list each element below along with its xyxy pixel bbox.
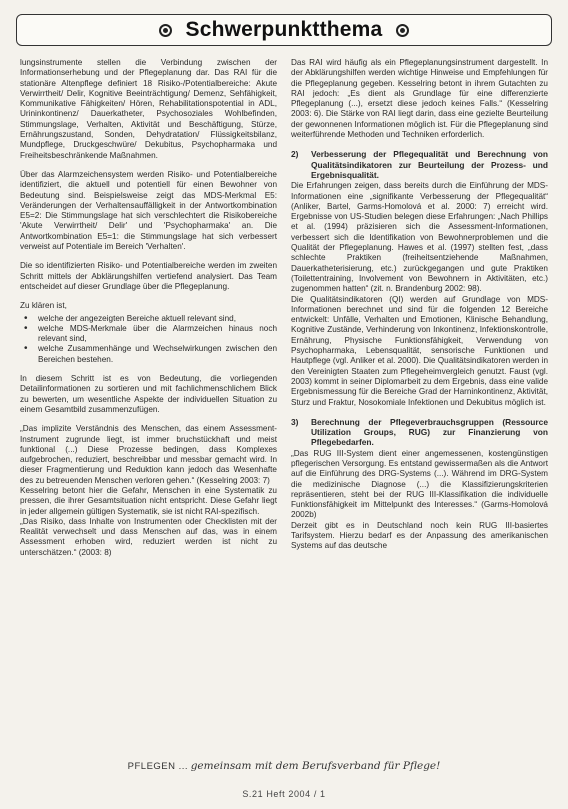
left-column [20,58,277,744]
paragraph: lungsinstrumente stellen die Verbindung zwischen der Informationserhebung und der Pflegeplanung dar. Das RAI für die stationäre Altenpflege definiert 18 Risiko-/Potentialbereiche: Akute Verwirrtheit/ Delir, Kognitive Beeinträchtigung/ Demenz, Sehfähigkeit, Kommunikative Fähigkeiten/ Hören, Rehabilitationspotential in ADL, Urininkontinenz/ Dauerkatheter, Psychosoziales Wohlbefinden, Stimmungslage, Verhalten, Aktivität und Beschäftigung, Stürze, Ernährungszustand, Sonden, Dehydratation/ Flüssigkeitsbilanz, Mundpflege, Druckgeschwüre/ Dekubitus, Psychopharmaka und Freiheitsbeschränkende Maßnahmen. [20,58,277,160]
paragraph: Derzeit gibt es in Deutschland noch kein RUG III-basiertes Tarifsystem. Hierzu bedarf es der Anpassung des amerikanischen Systems auf das deutsche [291,520,548,551]
paragraph: Über das Alarmzeichensystem werden Risiko- und Potentialbereiche identifiziert, die aktuell und potentiell für einen Bewohner von Bedeutung sind. Beispielsweise zeigt das MDS-Merkmal E5: Veränderungen der Verhaltensauffälligkeit in der Antwortkombination E5=2: Die Stimmungslage hat sich verschlechtert die Risikobereiche 'Akute Verwirrtheit/ Delir' und 'Psychopharmaka' an. Die Antwortkombination E5=1: die Stimmungslage hat sich verbessert verweist auf Potentiale im Bereich 'Verhalten'. [20,169,277,252]
target-icon-left [159,24,172,37]
page-number: S.21 Heft 2004 / 1 [242,789,326,799]
quote-paragraph: „Das implizite Verständnis des Menschen, das einem Assessment-Instrument zugrunde liegt, ist immer bruchstückhaft und meist funktional (...) Diese Prozesse bedingen, dass Komplexes aufgebrochen, reduziert, beschreibbar und messbar gemacht wird. In dieser Fragmentierung und Reduktion kann jedoch das Wesenhafte des zu betreuenden Menschen verloren gehen.“ (Kesselring 2003: 7) [20,424,277,485]
footer-motto: gemeinsam mit dem Berufsverband für Pflege! [190,760,441,772]
list-item: • welche der angezeigten Bereiche aktuell relevant sind, [38,314,277,324]
list-item: • welche Zusammenhänge und Wechselwirkungen zwischen den Bereichen bestehen. [38,344,277,365]
section-number: 2) [291,149,299,160]
list-intro: Zu klären ist, [20,301,67,311]
footer-brand: PFLEGEN ... [127,761,189,772]
list-item: • welche MDS-Merkmale über die Alarmzeichen hinaus noch relevant sind, [38,324,277,345]
paragraph: Die Qualitätsindikatoren (QI) werden auf Grundlage von MDS-Informationen berechnet und sind für die folgenden 12 Bereiche entwickelt: Unfälle, Verhalten und Emotionen, Klinische Behandlung, Kognitive Zustände, Verhinderung von Inkontinenz, Infektionskontrolle, Ernährung, Physische Funktionsfähigkeit, Verwendung von Psychopharmaka, Lebensqualität, sensorische Funktionen und Hautpflege (vgl. Anliker et al. 2000). Die Qualitätsindikatoren werden in den Vereinigten Staaten zum Pflegeheimvergleich genutzt. Faust (vgl. 2003) kommt in seiner Diplomarbeit zu dem Ergebnis, dass eine valide Ergebnismessung für die Bereiche Grad der Harninkontinenz, Aktivität, Sturz und Fraktur, Nosokomiale Infektionen und Dekubitus möglich ist. [291,294,548,407]
section-number: 3) [291,416,299,427]
right-column [291,58,548,744]
paragraph: Die Erfahrungen zeigen, dass bereits durch die Einführung der MDS-Informationen eine „signifikante Verbesserung der Pflegequalität“ (Anliker, Bartel, Garms-Homolová et al. 2000: 7) erreicht wird. Ergebnisse von US-Studien belegen diese Erfahrungen: „Nach Phillips et al. (1994) präzisieren sich die Assessment-Informationen, verbessert sich die Identifikation von Bewohnerproblemen und die Qualität der Pflegeplanung. Hawes et al. (1997) stellten fest, „dass schlechte Praktiken (freiheitsentziehende Maßnahmen, Dauerkatheterisierung, etc.) zurückgegangen und gute Praktiken (Toilettentraining, Involvement von Bewohnern in Aktivitäten, etc.) zugenommen hatten“ (zit. n. Brandenburg 2002: 98). [291,181,548,294]
target-icon-right [396,24,409,37]
quote-paragraph: „Das RUG III-System dient einer angemessenen, kostengünstigen pflegerischen Versorgung. Es entstand gewissermaßen als die Antwort auf die Einführung des DRG-Systems (...). Während im DRG-System die medizinische Diagnose (...) die Klassifizierungskriterien repräsentieren, steht bei der RUG III-Klassifikation die individuelle Funktionsfähigkeit im Mittelpunkt des Interesses.“ (Garms-Homolová 2002b) [291,448,548,520]
section-heading-2 [291,149,548,180]
paragraph: Das RAI wird häufig als ein Pflegeplanungsinstrument dargestellt. In der Abklärungshilfen werden wichtige Hinweise und Empfehlungen für die Pflegeplanung gegeben. Kesselring betont in ihrem Gutachten zu RAI jedoch: „Es dient als Grundlage für eine differenzierte Pflegeplanung (...), ersetzt diese jedoch keines Falls.“ (Kesselring 2003: 6). Die Stärke von RAI liegt darin, dass eine gezielte Beurteilung der gewonnenen Informationen möglich ist. Für die Pflegeplanung sind weiterführende Methoden und Techniken erforderlich. [291,58,548,140]
quote-paragraph: „Das Risiko, dass Inhalte von Instrumenten oder Checklisten mit der Realität verwechselt und dass Menschen auf das, was in einem Assessment erhoben wird, reduziert werden ist nicht zu unterschätzen.“ (2003: 8) [20,516,277,557]
paragraph: In diesem Schritt ist es von Bedeutung, die vorliegenden Detailinformationen zu sortieren und mit fachlichmenschlichem Blick zu bewerten, um wesentliche Aspekte der individuellen Situation zu einem Gesamtbild zusammenzufügen. [20,374,277,414]
article-body [20,58,548,744]
page-header [16,14,552,46]
paragraph: Die so identifizierten Risiko- und Potentialbereiche werden im zweiten Schritt mittels der Abklärungshilfen vertiefend analysiert. Das Team entscheidet auf dieser Grundlage über die Pflegeplanung. [20,261,277,291]
section-title: Schwerpunktthema [185,18,383,41]
page-footer [0,760,568,772]
section-heading-text: Verbesserung der Pflegequalität und Berechnung von Qualitätsindikatoren zur Beurteilung der Prozess- und Ergebnisqualität. [311,149,548,180]
section-heading-text: Berechnung der Pflegeverbrauchsgruppen (Ressource Utilization Groups, RUG) zur Finanzierung von Pflegebedarfen. [311,416,548,448]
bullet-list [20,314,277,365]
paragraph: Kesselring betont hier die Gefahr, Menschen in eine Systematik zu pressen, die ihrer Gesamtsituation nicht entspricht. Diese Gefahr liegt in jeder allgemein gültigen Systematik, sie ist nicht RAI-spezifisch. [20,485,277,516]
section-heading-3 [291,417,548,448]
